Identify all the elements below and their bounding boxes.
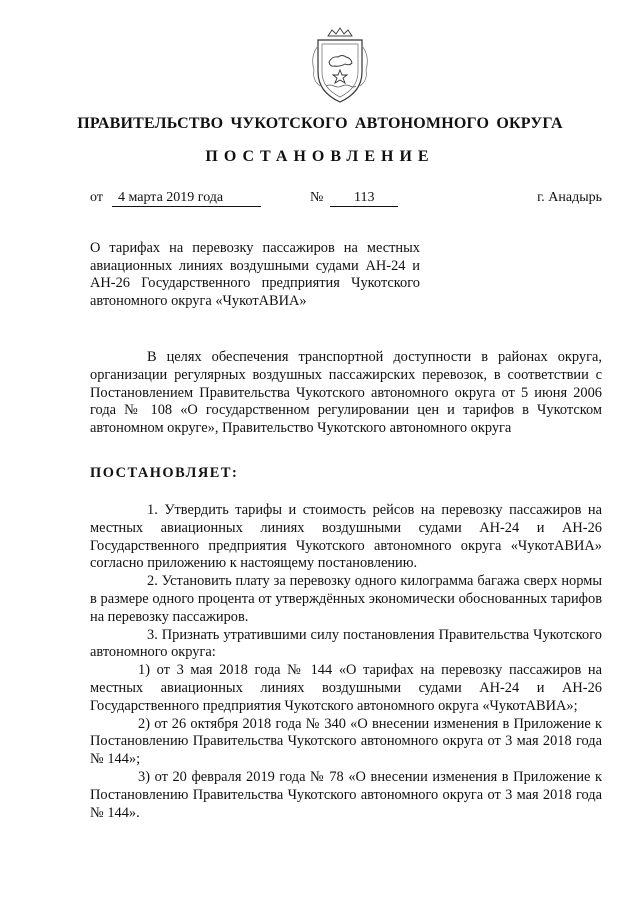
preamble-text: В целях обеспечения транспортной доступности в районах округа, организации регулярных воздушных пассажирских перевозок, в соответствии с Постановлением Правительства Чукотского автономного округа от 5 июня 2006 года № 108 «О государственном регулировании цен и тарифов в Чукотском автономном округе», Правительство Чукотского автономного округа [90,349,602,437]
chukotka-coat-of-arms-icon [302,26,378,108]
city: г. Анадырь [537,190,602,205]
date-prefix: от [90,190,103,205]
decree-word: ПОСТАНОВЛЯЕТ: [90,465,239,481]
date-field [112,190,261,207]
list-subitem: 3) от 20 февраля 2019 года № 78 «О внесении изменения в Приложение к Постановлению Правительства Чукотского автономного округа от 3 мая 2018 года № 144». [90,768,602,821]
preamble [90,349,602,438]
list-subitem: 1) от 3 мая 2018 года № 144 «О тарифах на перевозку пассажиров на местных авиационных линиях воздушными судами АН-24 и АН-26 Государственного предприятия Чукотского автономного округа «ЧукотАВИА»; [90,662,602,714]
document-meta [90,190,602,210]
document-subject: О тарифах на перевозку пассажиров на местных авиационных линиях воздушными судами АН-24 и АН-26 Государственного предприятия Чукотского автономного округа «ЧукотАВИА» [90,240,420,309]
number-label: № [310,190,324,205]
list-item: 1. Утвердить тарифы и стоимость рейсов на перевозку пассажиров на местных авиационных линиях воздушными судами АН-24 и АН-26 Государственного предприятия Чукотского автономного округа «ЧукотАВИА» согласно приложению к настоящему постановлению. [90,502,602,572]
list-subitem: 2) от 26 октября 2018 года № 340 «О внесении изменения в Приложение к Постановлению Правительства Чукотского автономного округа от 3 мая 2018 года № 144»; [90,715,602,768]
decree-items [90,502,602,822]
government-title: ПРАВИТЕЛЬСТВО ЧУКОТСКОГО АВТОНОМНОГО ОКРУГА [77,115,563,132]
list-item: 3. Признать утратившими силу постановления Правительства Чукотского автономного округа: [90,626,602,661]
list-item: 2. Установить плату за перевозку одного килограмма багажа сверх нормы в размере одного процента от утверждённых экономически обоснованных тарифов на перевозку пассажиров. [90,573,602,625]
document-number: 113 [354,190,375,205]
document-date: 4 марта 2019 года [118,190,224,205]
number-field [330,190,398,207]
document-type: ПОСТАНОВЛЕНИЕ [205,148,435,165]
